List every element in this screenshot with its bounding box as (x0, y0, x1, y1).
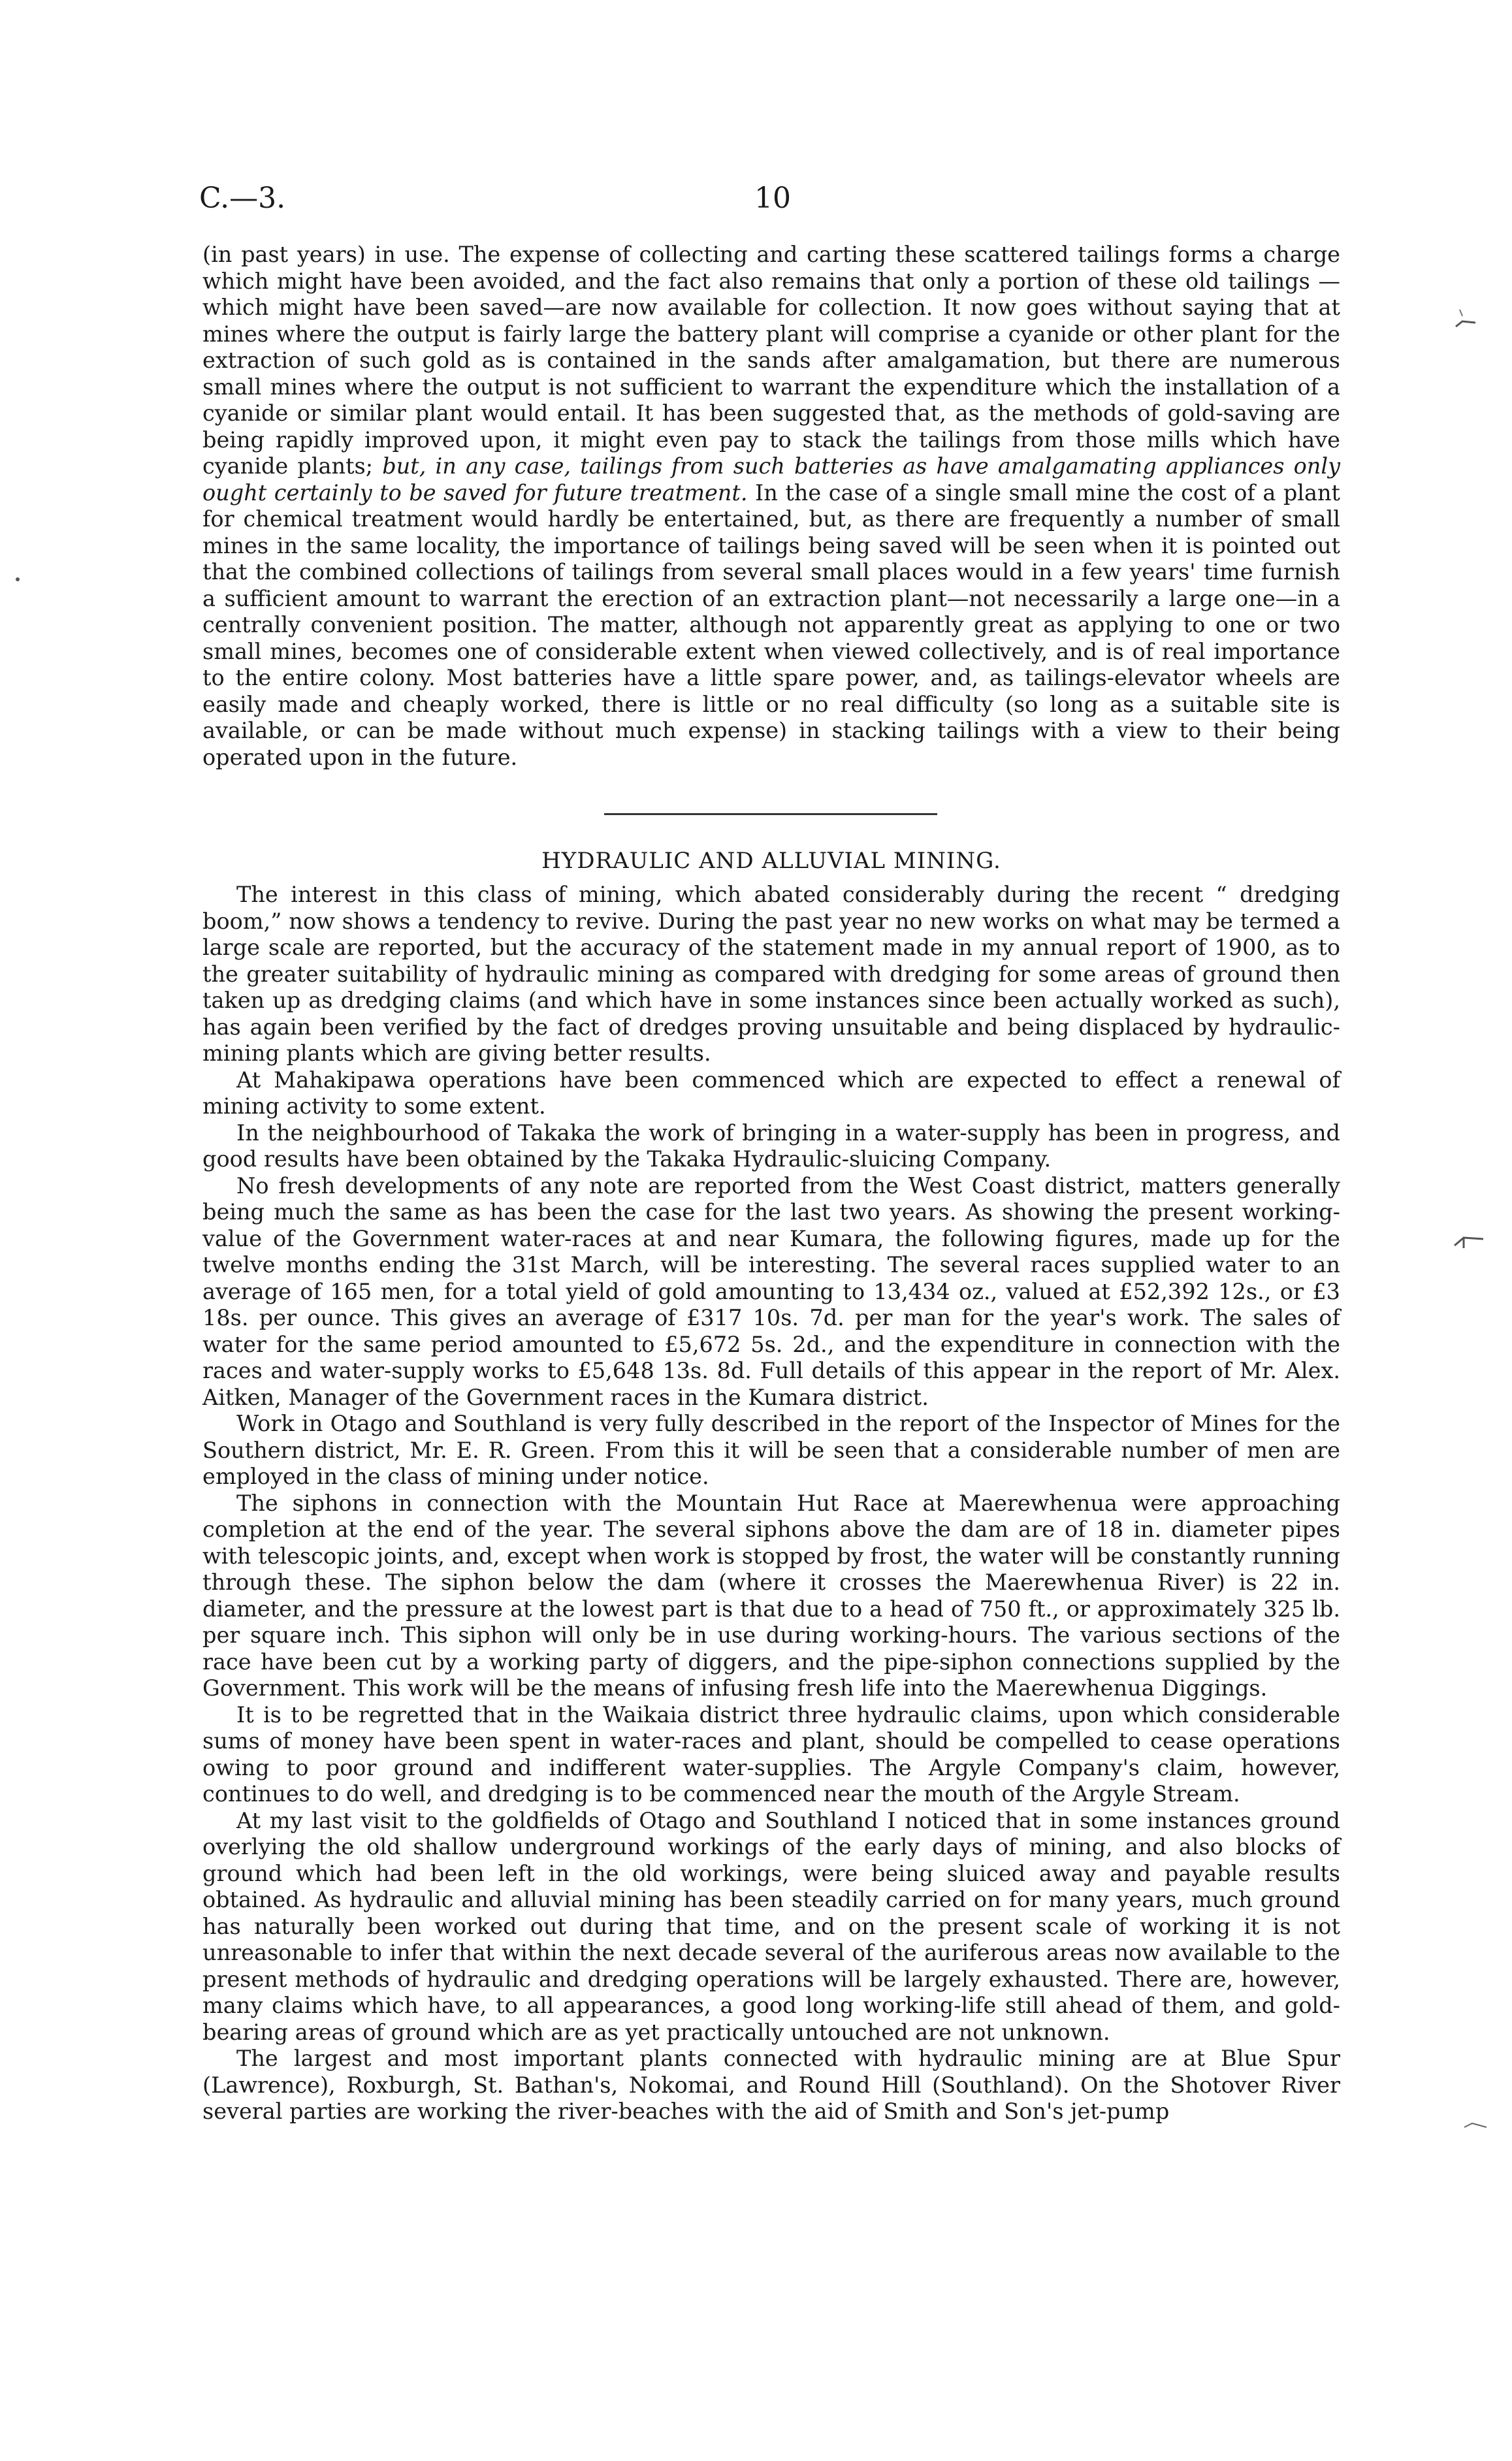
page-number: 10 (754, 182, 791, 215)
paragraph: No fresh developments of any note are reported from the West Coast district, matters generally being much the same as has been the case for the last two years. As showing the present working-value of the Government water-races at and near Kumara, the following figures, made up for the twelve months ending the 31st March, will be interesting. The several races supplied water to an average of 165 men, for a total yield of gold amounting to 13,434 oz., valued at £52,392 12s., or £3 18s. per ounce. This gives an average of £317 10s. 7d. per man for the year's work. The sales of water for the same period amounted to £5,672 5s. 2d., and the expenditure in connection with the races and water-supply works to £5,648 13s. 8d. Full details of this appear in the report of Mr. Alex. Aitken, Manager of the Government races in the Kumara district. (202, 1172, 1340, 1410)
paragraph: The largest and most important plants connected with hydraulic mining are at Blue Spur (Lawrence), Roxburgh, St. Bathan's, Nokomai, and Round Hill (Southland). On the Shotover River several parties are working the river-beaches with the aid of Smith and Son's jet-pump (202, 2046, 1340, 2124)
margin-mark-icon (1453, 307, 1479, 333)
continuation-italic-text: but, in any case, tailings from such batteries as have amalgamating appliances only ought certainly to be saved for future treatment. (202, 453, 1340, 506)
paragraph: Work in Otago and Southland is very fully described in the report of the Inspector of Mines for the Southern district, Mr. E. R. Green. From this it will be seen that a considerable number of men are employed in the class of mining under notice. (202, 1411, 1340, 1489)
margin-mark-icon (13, 575, 22, 584)
continuation-paragraph (202, 242, 1340, 771)
paragraph: The interest in this class of mining, which abated considerably during the recent “ dredging boom,” now shows a tendency to revive. During the past year no new works on what may be termed a large scale are reported, but the accuracy of the statement made in my annual report of 1900, as to the greater suitability of hydraulic mining as compared with dredging for some areas of ground then taken up as dredging claims (and which have in some instances since been actually worked as such), has again been verified by the fact of dredges proving unsuitable and being displaced by hydraulic-mining plants which are giving better results. (202, 882, 1340, 1066)
section-body (202, 882, 1340, 2125)
margin-mark-icon (1463, 2119, 1489, 2132)
paragraph: It is to be regretted that in the Waikaia district three hydraulic claims, upon which considerable sums of money have been spent in water-races and plant, should be compelled to cease operations owing to poor ground and indifferent water-supplies. The Argyle Company's claim, however, continues to do well, and dredging is to be commenced near the mouth of the Argyle Stream. (202, 1701, 1340, 1807)
paragraph: In the neighbourhood of Takaka the work of bringing in a water-supply has been in progress, and good results have been obtained by the Takaka Hydraulic-sluicing Company. (202, 1119, 1340, 1172)
paragraph: At Mahakipawa operations have been commenced which are expected to effect a renewal of mining activity to some extent. (202, 1067, 1340, 1119)
page-header (199, 182, 1342, 221)
document-code: C.—3. (199, 182, 286, 215)
continuation-text-part1: (in past years) in use. The expense of collecting and carting these scattered tailings forms a charge which might have been avoided, and the fact also remains that only a portion of these old tailings —which might have been saved—are now available for collection. It now goes without saying that at mines where the output is fairly large the battery plant will comprise a cyanide or other plant for the extraction of such gold as is contained in the sands after amalgamation, but there are numerous small mines where the output is not sufficient to warrant the expenditure which the installation of a cyanide or similar plant would entail. It has been suggested that, as the methods of gold-saving are being rapidly improved upon, it might even pay to stack the tailings from those mills which have cyanide plants; (202, 242, 1340, 479)
section-divider (604, 813, 937, 815)
section-title: HYDRAULIC AND ALLUVIAL MINING. (541, 848, 1001, 874)
margin-mark-icon (1453, 1231, 1486, 1251)
continuation-text-part2: In the case of a single small mine the cost of a plant for chemical treatment would hardly be entertained, but, as there are frequently a number of small mines in the same locality, the importance of tailings being saved will be seen when it is pointed out that the combined collections of tailings from several small places would in a few years' time furnish a sufficient amount to warrant the erection of an extraction plant—not necessarily a large one—in a centrally convenient position. The matter, although not apparently great as applying to one or two small mines, becomes one of considerable extent when viewed collectively, and is of real importance to the entire colony. Most batteries have a little spare power, and, as tailings-elevator wheels are easily made and cheaply worked, there is little or no real difficulty (so long as a suitable site is available, or can be made without much expense) in stacking tailings with a view to their being operated upon in the future. (202, 479, 1340, 770)
paragraph: The siphons in connection with the Mountain Hut Race at Maerewhenua were approaching completion at the end of the year. The several siphons above the dam are of 18 in. diameter pipes with telescopic joints, and, except when work is stopped by frost, the water will be constantly running through these. The siphon below the dam (where it crosses the Maerewhenua River) is 22 in. diameter, and the pressure at the lowest part is that due to a head of 750 ft., or approximately 325 lb. per square inch. This siphon will only be in use during working-hours. The various sections of the race have been cut by a working party of diggers, and the pipe-siphon connections supplied by the Government. This work will be the means of infusing fresh life into the Maerewhenua Diggings. (202, 1490, 1340, 1701)
paragraph: At my last visit to the goldfields of Otago and Southland I noticed that in some instances ground overlying the old shallow underground workings of the early days of mining, and also blocks of ground which had been left in the old workings, were being sluiced away and payable results obtained. As hydraulic and alluvial mining has been steadily carried on for many years, much ground has naturally been worked out during that time, and on the present scale of working it is not unreasonable to infer that within the next decade several of the auriferous areas now available to the present methods of hydraulic and dredging operations will be largely exhausted. There are, however, many claims which have, to all appearances, a good long working-life still ahead of them, and gold-bearing areas of ground which are as yet practically untouched are not unknown. (202, 1807, 1340, 2045)
